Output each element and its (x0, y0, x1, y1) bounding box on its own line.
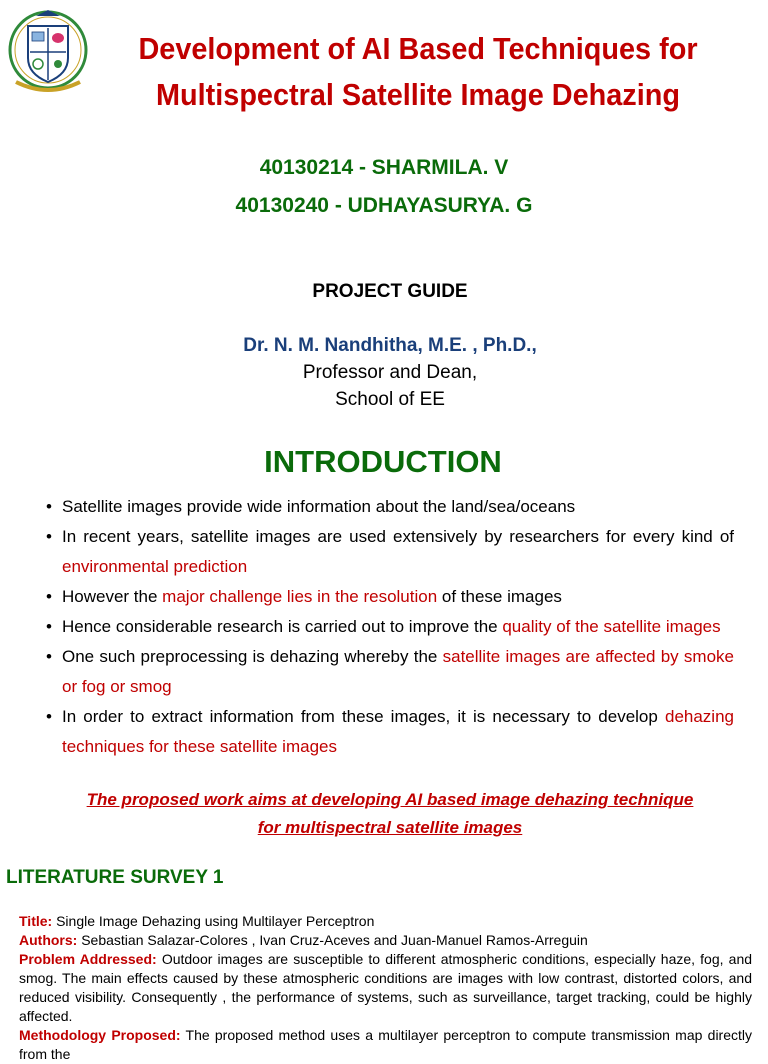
student-1: 40130214 - SHARMILA. V (259, 156, 509, 179)
guide-school: School of EE (335, 389, 445, 410)
introduction-heading: INTRODUCTION (264, 444, 502, 479)
lit-authors-row: Authors: Sebastian Salazar-Colores , Ivan Cruz-Aceves and Juan-Manuel Ramos-Arreguin (19, 932, 588, 948)
lit-title-row: Title: Single Image Dehazing using Multilayer Perceptron (19, 913, 375, 929)
university-logo (6, 6, 92, 98)
bullet-item: • In order to extract information from these images, it is necessary to develop dehazing techniques for these satellite images (44, 702, 734, 762)
student-2: 40130240 - UDHAYASURYA. G (235, 194, 533, 217)
project-guide-heading: PROJECT GUIDE (312, 281, 468, 302)
title-line-2: Multispectral Satellite Image Dehazing (156, 77, 680, 112)
bullet-item: • Hence considerable research is carried out to improve the quality of the satellite images (44, 612, 734, 642)
guide-name: Dr. N. M. Nandhitha, M.E. , Ph.D., (243, 335, 537, 356)
bullet-item: • One such preprocessing is dehazing whereby the satellite images are affected by smoke or fog or smog (44, 642, 734, 702)
literature-survey-body (19, 912, 752, 1064)
literature-survey-heading: LITERATURE SURVEY 1 (6, 867, 224, 888)
presentation-title (122, 26, 713, 118)
bullet-item: • Satellite images provide wide information about the land/sea/oceans (44, 492, 734, 522)
introduction-bullets (44, 492, 734, 762)
title-line-1: Development of AI Based Techniques for (138, 31, 698, 66)
proposed-work-aim: The proposed work aims at developing AI based image dehazing technique for multispectral satellite images (86, 790, 694, 837)
lit-method-row: Methodology Proposed: The proposed method uses a multilayer perceptron to compute transmission map directly from the (19, 1027, 752, 1062)
guide-role: Professor and Dean, (302, 362, 478, 383)
crest-icon (6, 6, 92, 98)
lit-problem-row: Problem Addressed: Outdoor images are susceptible to different atmospheric conditions, especially haze, fog, and smog. The main effects caused by these atmospheric conditions are images with low contrast, distorted colors, and reduced visibility. Consequently , the performance of systems, such as surveillance, target tracking, could be highly affected. (19, 951, 753, 1024)
bullet-item: • In recent years, satellite images are used extensively by researchers for every kind of environmental prediction (44, 522, 734, 582)
bullet-item: • However the major challenge lies in the resolution of these images (44, 582, 734, 612)
